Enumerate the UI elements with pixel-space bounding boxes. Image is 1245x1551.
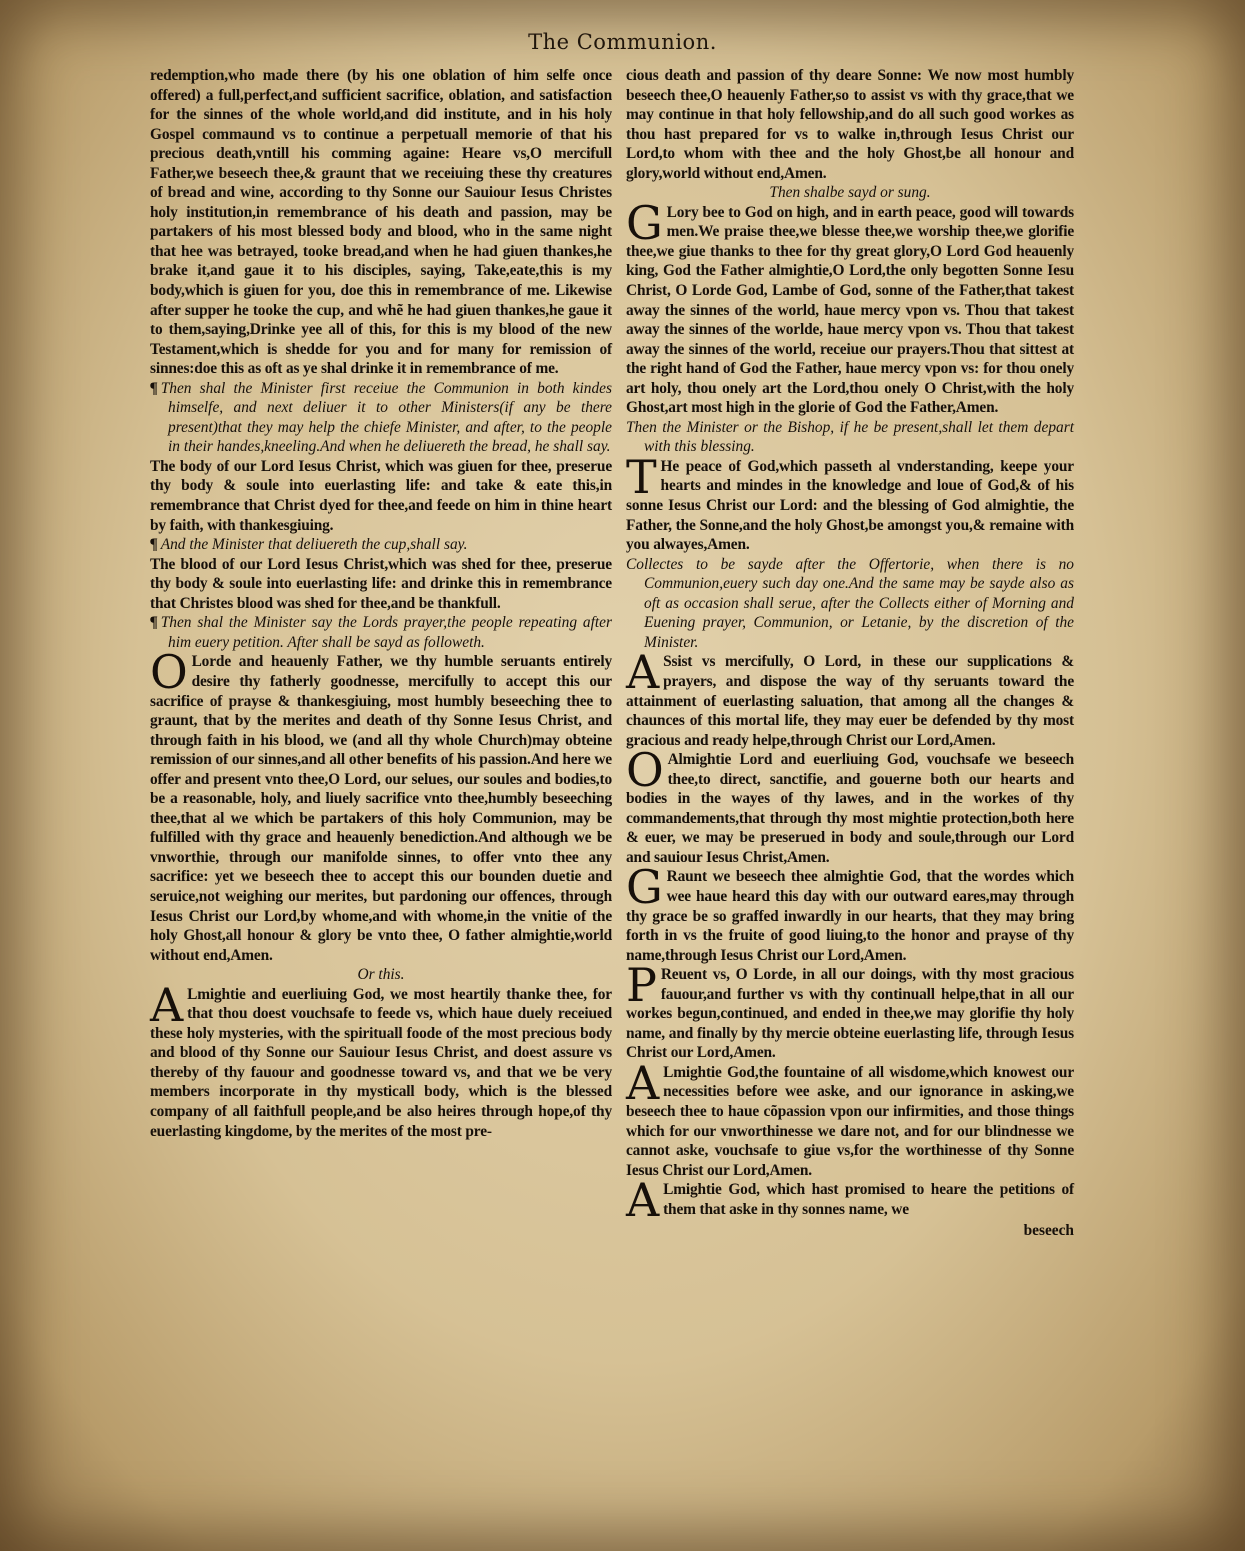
paragraph-text: Lmightie God, which hast promised to heare the petitions of them that aske in thy sonnes name, we [663,1181,1074,1218]
paragraph-text: Reuent vs, O Lorde, in all our doings, with thy most gracious fauour,and further vs with thy continuall helpe,that in all our workes begun,continued, and ended in thee,we may glorifie thy holy name, and finally by thy mercie obteine euerlasting life, through Iesus Christ our Lord,Amen. [626,966,1074,1062]
or-this-heading: Or this. [357,966,405,984]
rubric-text: Then shal the Minister first receiue the Communion in both kindes himselfe, and next deliuer it to other Ministers(if any be there present)that they may help the chiefe Minister, and after, to the people in their handes,kneeling.And when he deliuereth the bread, he shall say. [160,379,612,456]
rubric-lords-prayer [150,613,612,652]
left-paragraph-oblation-prayer [150,645,612,965]
pilcrow-icon: ¶ [150,536,158,554]
collect-grant-we-beseech [626,860,1074,965]
paragraph-text: Lmightie God,the fountaine of all wisdome,which knowest our necessities before wee aske, and our ignorance in asking,we beseech thee to haue cõpassion vpon our infirmities, and those things which for our vnworthinesse we dare not, and for our blindnesse we cannot aske, vouchsafe to giue vs,for the worthinesse of thy Sonne Iesus Christ our Lord,Amen. [626,1063,1074,1179]
said-or-sung-heading: Then shalbe sayd or sung. [769,184,931,202]
collect-almighty-lord [626,743,1074,867]
paragraph-text: He peace of God,which passeth al vnderstanding, keepe your hearts and mindes in the knowledge and loue of God,& of his sonne Iesus Christ our Lord: and the blessing of God almightie, the Father, the Sonne,and the holy Ghost,be amongst you,& remaine with you alwayes,Amen. [626,457,1074,554]
collect-prevent-us [626,958,1074,1063]
drop-capital: A [150,977,184,1032]
drop-capital: O [626,743,664,798]
paragraph-text: Lorde and heauenly Father, we thy humble seruants entirely desire thy fatherly goodnesse, mercifully to accept this our sacrifice of prayse & thankesgiuing, most humbly beseeching thee to graunt, that by the merites and death of thy Sonne Iesus Christ, and through faith in his blood, we (and all thy whole Church)may obteine remission of our sinnes,and all other benefits of his passion.And here we offer and present vnto thee,O Lord, our selues, our soules and bodies,to be a reasonable, holy, and liuely sacrifice vnto thee,humbly beseeching thee,that al we which be partakers of this holy Communion, may be fulfilled with thy grace and heauenly benediction.And although we be vnworthie, through our manifolde sinnes, to offer vnto thee any sacrifice: yet we beseech thee to accept this our bounden duetie and seruice,not weighing our merites, but pardoning our offences, through Iesus Christ our Lord,by whome,and with whome,in the vnitie of the holy Ghost,all honour & glory be vnto thee, O father almightie,world without end,Amen. [150,653,612,964]
rubric-minister-receive [150,379,612,457]
drop-capital: T [626,449,657,504]
rubric-text: Then shal the Minister say the Lords prayer,the people repeating after him euery petition. After shall be sayd as followeth. [160,614,612,651]
pilcrow-icon: ¶ [150,379,158,397]
left-paragraph-1: redemption,who made there (by his one oblation of him selfe once offered) a full,perfect,and sufficient sacrifice, oblation, and satisfaction for the sinnes of the whole world,and did institute, and in his holy Gospel commaund vs to continue a perpetuall memorie of that his precious death,vntill his comming againe: Heare vs,O mercifull Father,we beseech thee,& graunt that we receiuing these thy creatures of bread and wine, according to thy Sonne our Sauiour Iesus Christes holy institution,in remembrance of his death and passion, may be partakers of his most blessed body and blood, who in the same night that hee was betrayed, tooke bread,and when he had giuen thankes,he brake it,and gaue it to his disciples, saying, Take,eate,this is my body,which is giuen for you, doe this in remembrance of me. Likewise after supper he tooke the cup, and whẽ he had giuen thankes,he gaue it to them,saying,Drinke yee all of this, for this is my blood of the new Testament,which is shedde for you and for many for remission of sinnes:doe this as oft as ye shal drinke it in remembrance of me. [150,67,612,378]
collect-assist-us [626,645,1074,750]
catchword: beseech [1023,1222,1074,1240]
left-paragraph-thanksgiving-prayer [150,977,612,1141]
paragraph-text: Ssist vs mercifully, O Lord, in these our supplications & prayers, and dispose the way of thy seruants toward the attainment of euerlasting saluation, that among all the changes & chaunces of this mortal life, they may euer be defended by thy most gracious and ready helpe,through Christ our Lord,Amen. [626,653,1074,749]
left-column [150,66,612,1141]
right-paragraph-gloria [626,195,1074,418]
left-paragraph-body-of-christ: The body of our Lord Iesus Christ, which was giuen for thee, preserue thy body & soule into euerlasting life: and take & eate this,in remembrance that Christ dyed for thee,and feede on him in thine heart by faith, with thankesgiuing. [150,457,612,534]
drop-capital: G [626,860,663,915]
right-paragraph-peace-of-god [626,449,1074,555]
paragraph-text: Lory bee to God on high, and in earth peace, good will towards men.We praise thee,we blesse thee,we worship thee,we glorifie thee,we giue thanks to thee for thy great glory,O Lord God heauenly king, God the Father almightie,O Lord,the only begotten Sonne Iesu Christ, O Lorde God, Lambe of God, sonne of the Father,that takest away the sinnes of the world, haue mercy vpon vs. Thou that takest away the sinnes of the worlde, haue mercy vpon vs. Thou that takest away the sinnes of the world, receiue our prayers.Thou that sittest at the right hand of God the Father, haue mercy vpon vs: for thou onely art holy, thou onely art the Lord,thou onely O Christ,with the holy Ghost,art most high in the glorie of God the Father,Amen. [626,203,1074,417]
drop-capital: G [626,195,663,250]
paragraph-text: Raunt we beseech thee almightie God, that the wordes which wee haue heard this day with our outward eares,may through thy grace be so graffed inwardly in our hearts, that they may bring forth in vs the fruite of good liuing,to the honor and prayse of thy name,through Iesus Christ our Lord,Amen. [626,868,1074,964]
paragraph-text: Almightie Lord and euerliuing God, vouchsafe we beseech thee,to direct, sanctifie, and gouerne both our hearts and bodies in the wayes of thy lawes, and in the workes of thy commandements,that through thy most mightie protection,both here & euer, we may be preserued in body and soule,through our Lord and sauiour Iesus Christ,Amen. [626,751,1074,866]
pilcrow-icon: ¶ [150,614,158,632]
collect-fountain-of-wisdom [626,1055,1074,1180]
rubric-blessing: Then the Minister or the Bishop, if he be present,shall let them depart with this blessing. [626,418,1074,456]
paragraph-text: Lmightie and euerliuing God, we most heartily thanke thee, for that thou doest vouchsafe to feede vs, which haue duely receiued these holy mysteries, with the spirituall foode of the most precious body and blood of thy Sonne our Sauiour Iesus Christ, and doest assure vs thereby of thy fauour and goodnesse toward vs, and that we be very members incorporate in thy mysticall body, which is the blessed company of all faithfull people,and be also heires through hope,of thy euerlasting kingdome, by the merites of the most pre- [150,985,612,1140]
right-column [626,66,1074,1241]
drop-capital: A [626,1055,660,1110]
drop-capital: O [150,645,188,700]
collect-promised-to-hear [626,1173,1074,1228]
right-paragraph-1: cious death and passion of thy deare Sonne: We now most humbly beseech thee,O heauenly Father,so to assist vs with thy grace,that we may continue in that holy fellowship,and do all such good workes as thou hast prepared for vs to walke in,through Iesus Christ our Lord,to whom with thee and the holy Ghost,be all honour and glory,world without end,Amen. [626,67,1074,182]
running-head: The Communion. [528,30,717,54]
drop-capital: A [626,1173,660,1228]
rubric-cup [150,535,612,555]
left-paragraph-blood-of-christ: The blood of our Lord Iesus Christ,which was shed for thee, preserue thy body & soule into euerlasting life: and drinke this in remembrance that Christes blood was shed for thee,and be thankfull. [150,555,612,612]
rubric-collects: Collectes to be sayde after the Offertorie, when there is no Communion,euery such day one.And the same may be sayde also as oft as occasion shall serue, after the Collects either of Morning and Euening prayer, Communion, or Letanie, by the discretion of the Minister. [626,555,1074,651]
drop-capital: P [626,958,657,1013]
drop-capital: A [626,645,660,700]
rubric-text: And the Minister that deliuereth the cup,shall say. [160,536,468,554]
